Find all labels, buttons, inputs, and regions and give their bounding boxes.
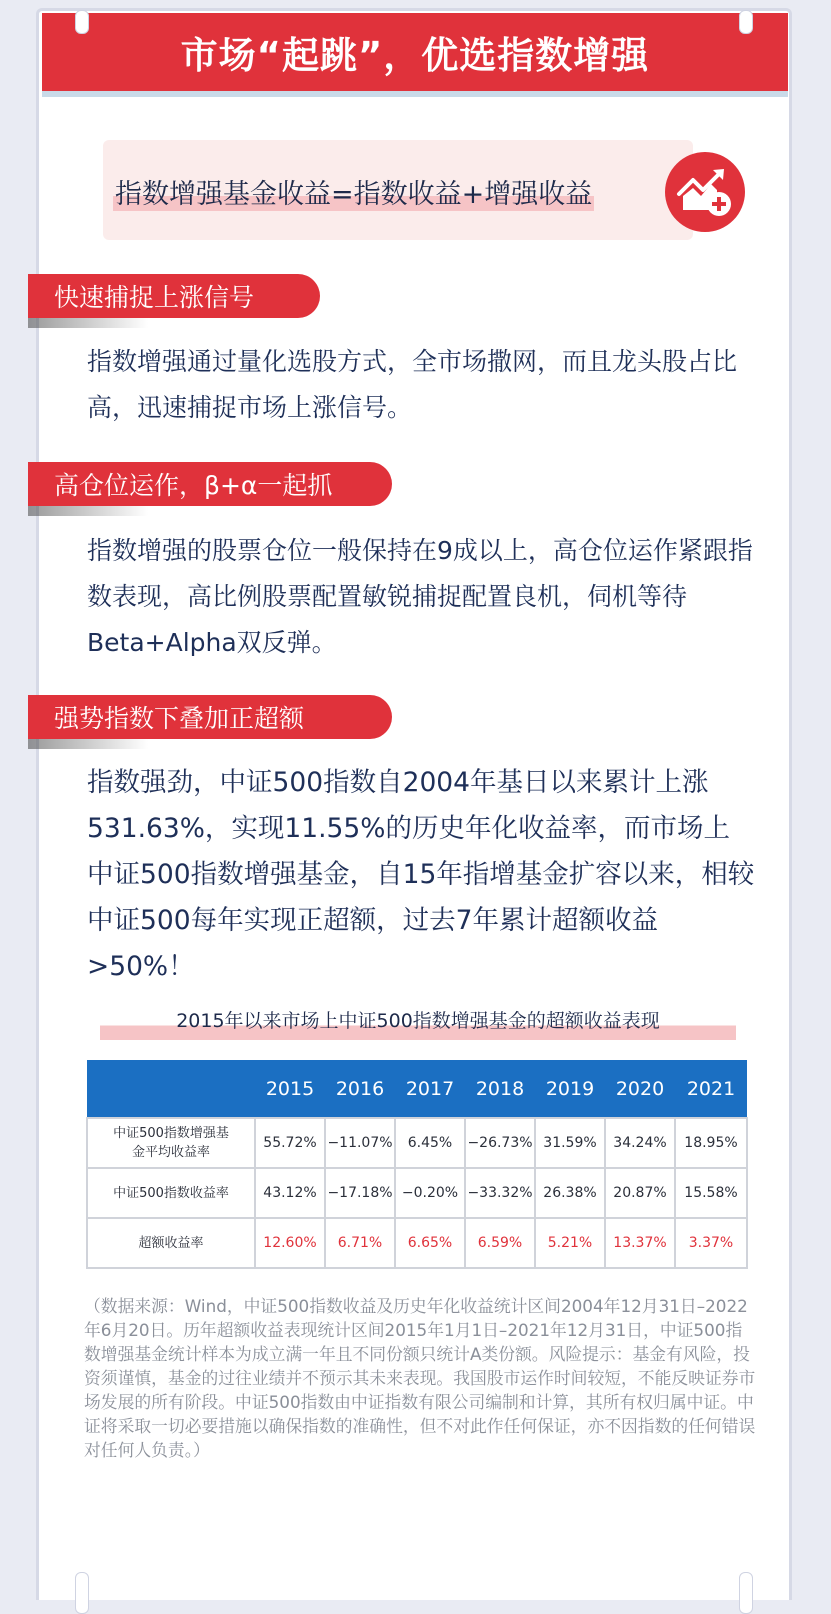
binder-ring-bottom-right bbox=[739, 1572, 753, 1614]
footnote-disclaimer: （数据来源：Wind，中证500指数收益及历史年化收益统计区间2004年12月31日–2022年6月20日。历年超额收益表现统计区间2015年1月1日–2021年12月31日，中证500指数增强基金统计样本为成立满一年且不同份额只统计A类份额。风险提示：基金有风险，投资须谨慎，基金的过往业绩并不预示其未来表现。我国股市运作时间较短，不能反映证券市场发展的所有阶段。中证500指数由中证指数有限公司编制和计算，其所有权归属中证。中证将采取一切必要措施以确保指数的准确性，但不对此作任何保证，亦不因指数的任何错误对任何人负责。） bbox=[84, 1296, 756, 1460]
table-cell-excess: 6.71% bbox=[325, 1218, 395, 1268]
header-year: 2019 bbox=[535, 1060, 605, 1118]
page-title: 市场“起跳”，优选指数增强 bbox=[42, 13, 788, 97]
table-cell-excess: 13.37% bbox=[605, 1218, 675, 1268]
binder-ring-top-right bbox=[739, 10, 753, 34]
section-tag-3: 强势指数下叠加正超额 bbox=[28, 695, 392, 739]
table-cell: 43.12% bbox=[255, 1168, 325, 1218]
section-body-3: 指数强劲，中证500指数自2004年基日以来累计上涨531.63%，实现11.55%的历史年化收益率，而市场上中证500指数增强基金，自15年指增基金扩容以来，相较中证500每年实现正超额，过去7年累计超额收益>50%！ bbox=[87, 767, 755, 982]
table-row bbox=[87, 1118, 747, 1168]
row-label: 中证500指数收益率 bbox=[87, 1168, 255, 1218]
table-cell: 55.72% bbox=[255, 1118, 325, 1168]
section-body-1: 指数增强通过量化选股方式，全市场撒网，而且龙头股占比高，迅速捕捉市场上涨信号。 bbox=[87, 347, 738, 422]
trend-up-plus-icon bbox=[665, 152, 745, 232]
table-cell-excess: 3.37% bbox=[675, 1218, 747, 1268]
row-label: 超额收益率 bbox=[87, 1218, 255, 1268]
table-row bbox=[87, 1168, 747, 1218]
table-row bbox=[87, 1218, 747, 1268]
table-cell-excess: 6.65% bbox=[395, 1218, 465, 1268]
header-year: 2015 bbox=[255, 1060, 325, 1118]
table-cell: −0.20% bbox=[395, 1168, 465, 1218]
table-cell-excess: 12.60% bbox=[255, 1218, 325, 1268]
table-title: 2015年以来市场上中证500指数增强基金的超额收益表现 bbox=[100, 1006, 736, 1040]
header-year: 2017 bbox=[395, 1060, 465, 1118]
table-cell-excess: 6.59% bbox=[465, 1218, 535, 1268]
table-cell: −11.07% bbox=[325, 1118, 395, 1168]
table-cell: 18.95% bbox=[675, 1118, 747, 1168]
binder-ring-top-left bbox=[75, 10, 89, 34]
table-cell: 31.59% bbox=[535, 1118, 605, 1168]
section-tag-1: 快速捕捉上涨信号 bbox=[28, 274, 320, 318]
header-year: 2016 bbox=[325, 1060, 395, 1118]
formula-text: 指数增强基金收益=指数收益+增强收益 bbox=[113, 172, 594, 211]
header-year: 2021 bbox=[675, 1060, 747, 1118]
table-cell: −33.32% bbox=[465, 1168, 535, 1218]
section-tag-2: 高仓位运作，β+α一起抓 bbox=[28, 462, 392, 506]
row-label: 中证500指数增强基金平均收益率 bbox=[87, 1118, 255, 1168]
table-cell: −17.18% bbox=[325, 1168, 395, 1218]
header-year: 2018 bbox=[465, 1060, 535, 1118]
table-header-row bbox=[87, 1060, 747, 1118]
table-cell: −26.73% bbox=[465, 1118, 535, 1168]
table-cell: 15.58% bbox=[675, 1168, 747, 1218]
binder-ring-bottom-left bbox=[75, 1572, 89, 1614]
header-corner bbox=[87, 1060, 255, 1118]
table-cell: 6.45% bbox=[395, 1118, 465, 1168]
section-body-2: 指数增强的股票仓位一般保持在9成以上，高仓位运作紧跟指数表现，高比例股票配置敏锐捕捉配置良机，伺机等待Beta+Alpha双反弹。 bbox=[87, 536, 753, 657]
table-cell: 20.87% bbox=[605, 1168, 675, 1218]
table-cell: 34.24% bbox=[605, 1118, 675, 1168]
table-cell: 26.38% bbox=[535, 1168, 605, 1218]
header-year: 2020 bbox=[605, 1060, 675, 1118]
formula-box bbox=[103, 140, 693, 240]
excess-return-table bbox=[86, 1060, 748, 1269]
table-cell-excess: 5.21% bbox=[535, 1218, 605, 1268]
